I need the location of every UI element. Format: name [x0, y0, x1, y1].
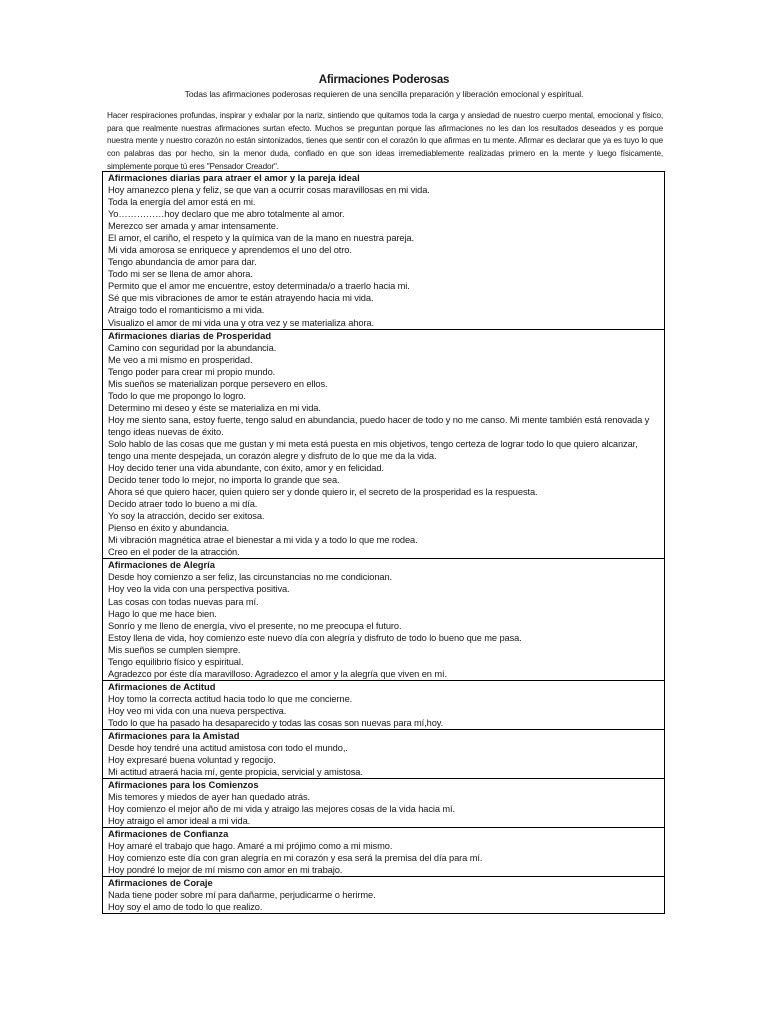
affirmation-section	[103, 330, 664, 560]
affirmation-item: El amor, el cariño, el respeto y la química van de la mano en nuestra pareja.	[108, 233, 414, 244]
affirmations-table	[102, 171, 665, 914]
affirmation-item: Decido tener todo lo mejor, no importa lo grande que sea.	[108, 475, 340, 486]
affirmation-item: Solo hablo de las cosas que me gustan y mi meta está puesta en mis objetivos, tengo certeza de lograr todo lo que quiero alcanzar, tengo una mente despejada, un corazón alegre y disfruto de lo que me da la vida.	[108, 438, 638, 461]
affirmation-item: Creo en el poder de la atracción.	[108, 547, 240, 558]
intro-paragraph: Hacer respiraciones profundas, inspirar y exhalar por la nariz, sintiendo que quitamos toda la carga y ansiedad de nuestro cuerpo mental, emocional y físico, para que realmente nuestras afirmaciones surtan efecto. Muchos se preguntan porque las afirmaciones no les dan los resultados deseados y es porque nuestra mente y nuestro corazón no están sintonizados, tienes que sentir con el corazón lo que afirmas en tu mente. Afirmar es declarar que ya es tuyo lo que con palabras das por hecho, sin la menor duda, confiado en que son ideas irremediablemente realizadas primero en la mente y luego físicamente, simplemente porque tú eres "Pensador Creador".	[107, 111, 663, 171]
affirmation-item: Mi vibración magnética atrae el bienestar a mi vida y a todo lo que me rodea.	[108, 535, 418, 546]
affirmation-item: Hoy soy el amo de todo lo que realizo.	[108, 902, 263, 913]
affirmation-item: Nada tiene poder sobre mí para dañarme, perjudicarme o herirme.	[108, 890, 376, 901]
affirmation-item: Hoy decido tener una vida abundante, con éxito, amor y en felicidad.	[108, 463, 384, 474]
affirmation-item: Me veo a mi mismo en prosperidad.	[108, 354, 253, 365]
affirmation-item: Yo soy la atracción, decido ser exitosa.	[108, 511, 265, 522]
affirmation-item: Todo mi ser se llena de amor ahora.	[108, 269, 253, 280]
affirmation-section	[103, 877, 664, 914]
section-title: Afirmaciones para los Comienzos	[108, 779, 259, 791]
affirmation-section	[103, 779, 664, 828]
document-subtitle: Todas las afirmaciones poderosas requieren de una sencilla preparación y liberación emocional y espiritual.	[184, 89, 584, 99]
affirmation-item: Hoy amaré el trabajo que hago. Amaré a mi prójimo como a mi mismo.	[108, 841, 393, 852]
affirmation-section	[103, 559, 664, 680]
affirmation-item: Hoy me siento sana, estoy fuerte, tengo salud en abundancia, puedo hacer de todo y no me canso. Mi mente también está renovada y tengo ideas nuevas de éxito.	[108, 414, 650, 437]
affirmation-item: Estoy llena de vida, hoy comienzo este nuevo día con alegría y disfruto de todo lo bueno que me pasa.	[108, 632, 522, 643]
affirmation-item: Sé que mis vibraciones de amor te están atrayendo hacia mi vida.	[108, 293, 374, 304]
affirmation-item: Hoy tomo la correcta actitud hacia todo lo que me concierne.	[108, 693, 353, 704]
affirmation-item: Hoy amanezco plena y feliz, se que van a ocurrir cosas maravillosas en mi vida.	[108, 185, 430, 195]
section-title: Afirmaciones de Confianza	[108, 828, 229, 840]
affirmation-item: Hoy expresaré buena voluntad y regocijo.	[108, 755, 276, 766]
affirmation-item: Agradezco por éste día maravilloso. Agradezco el amor y la alegría que viven en mí.	[108, 668, 447, 679]
affirmation-item: Camino con seguridad por la abundancia.	[108, 342, 277, 353]
section-title: Afirmaciones diarias para atraer el amor y la pareja ideal	[108, 172, 360, 183]
affirmation-item: Desde hoy tendré una actitud amistosa con todo el mundo,.	[108, 742, 348, 753]
affirmation-section	[103, 828, 664, 877]
affirmation-item: Tengo abundancia de amor para dar.	[108, 257, 257, 268]
affirmation-item: Tengo equilibrio físico y espiritual.	[108, 656, 244, 667]
affirmation-item: Hago lo que me hace bien.	[108, 608, 217, 619]
section-title: Afirmaciones de Alegría	[108, 559, 215, 571]
section-title: Afirmaciones de Actitud	[108, 680, 216, 692]
affirmation-item: Pienso en éxito y abundancia.	[108, 523, 230, 534]
affirmation-item: Hoy veo la vida con una perspectiva positiva.	[108, 584, 290, 595]
affirmation-section	[103, 172, 664, 330]
section-title: Afirmaciones de Coraje	[108, 877, 213, 889]
affirmation-item: Hoy comienzo el mejor año de mi vida y atraigo las mejores cosas de la vida hacia mí.	[108, 804, 456, 815]
affirmation-item: Toda la energía del amor está en mi.	[108, 197, 256, 208]
affirmation-item: Tengo poder para crear mi propio mundo.	[108, 366, 276, 377]
affirmation-item: Desde hoy comienzo a ser feliz, las circunstancias no me condicionan.	[108, 572, 393, 583]
affirmation-item: Decido atraer todo lo bueno a mi día.	[108, 499, 258, 510]
affirmation-item: Visualizo el amor de mi vida una y otra vez y se materializa ahora.	[108, 317, 374, 328]
section-title: Afirmaciones para la Amistad	[108, 729, 240, 741]
affirmation-item: Hoy pondré lo mejor de mí mismo con amor en mi trabajo.	[108, 865, 343, 876]
affirmation-item: Merezco ser amada y amar intensamente.	[108, 221, 279, 232]
affirmation-item: Mi actitud atraerá hacia mí, gente propicia, servicial y amistosa.	[108, 767, 363, 778]
affirmation-item: Hoy veo mi vida con una nueva perspectiva.	[108, 705, 287, 716]
affirmation-item: Hoy atraigo el amor ideal a mi vida.	[108, 816, 251, 827]
affirmation-item: Atraigo todo el romanticismo a mi vida.	[108, 305, 265, 316]
affirmation-item: Todo lo que me propongo lo logro.	[108, 390, 246, 401]
affirmation-item: Mis temores y miedos de ayer han quedado atrás.	[108, 792, 311, 803]
affirmation-item: Todo lo que ha pasado ha desaparecido y todas las cosas son nuevas para mí,hoy.	[108, 717, 444, 728]
affirmation-item: Sonrío y me lleno de energía, vivo el presente, no me preocupa el futuro.	[108, 620, 402, 631]
affirmation-item: Mi vida amorosa se enriquece y aprendemos el uno del otro.	[108, 245, 352, 256]
affirmation-section	[103, 730, 664, 779]
affirmation-section	[103, 681, 664, 730]
affirmation-item: Ahora sé que quiero hacer, quien quiero ser y donde quiero ir, el secreto de la prosperidad es la respuesta.	[108, 487, 538, 498]
affirmation-item: Mis sueños se cumplen siempre.	[108, 644, 241, 655]
affirmation-item: Mis sueños se materializan porque persevero en ellos.	[108, 378, 328, 389]
affirmation-item: Permito que el amor me encuentre, estoy determinada/o a traerlo hacia mi.	[108, 281, 410, 292]
affirmation-item: Las cosas con todas nuevas para mí.	[108, 596, 259, 607]
section-title: Afirmaciones diarias de Prosperidad	[108, 329, 272, 341]
affirmation-item: Hoy comienzo este día con gran alegría en mi corazón y esa será la premisa del día para mí.	[108, 853, 483, 864]
document-title: Afirmaciones Poderosas	[318, 74, 450, 86]
affirmation-item: Yo……………hoy declaro que me abro totalmente al amor.	[108, 209, 345, 220]
affirmation-item: Determino mi deseo y éste se materializa en mi vida.	[108, 402, 321, 413]
